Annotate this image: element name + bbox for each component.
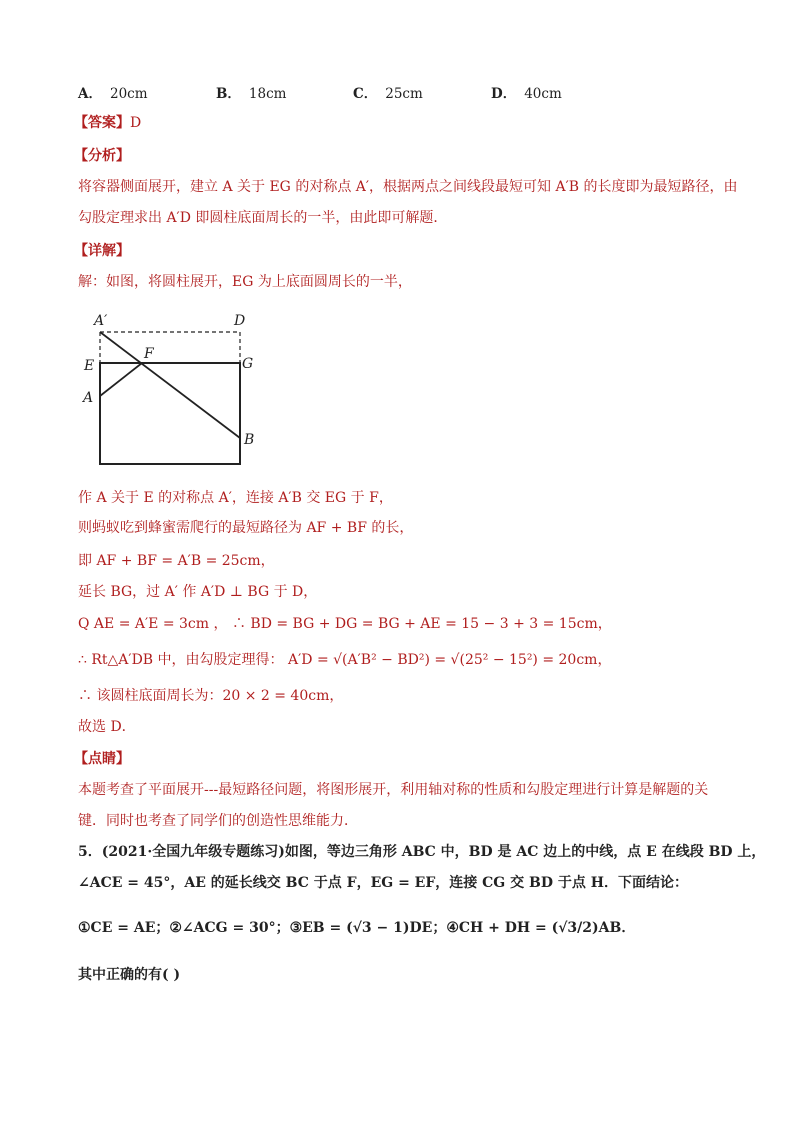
label-g: G — [242, 356, 254, 372]
choice-c-letter: C． — [353, 86, 378, 102]
segment-a-f — [100, 363, 142, 396]
detail-line-8: 故选 D． — [78, 719, 136, 735]
choice-c-text: 25cm — [385, 86, 423, 102]
detail-line-5: Q AE = A′E = 3cm ， ∴ BD = BG + DG = BG + AE = 15 − 3 + 3 = 15cm， — [78, 616, 612, 632]
detail-line-7: ∴ 该圆柱底面周长为：20 × 2 = 40cm， — [78, 688, 344, 704]
review-line-1: 本题考查了平面展开---最短路径问题，将图形展开，利用轴对称的性质和勾股定理进行计算是解题的关 — [78, 782, 709, 798]
label-e: E — [84, 358, 95, 374]
analysis-label: 【分析】 — [74, 148, 130, 164]
question5-line-2: ∠ACE = 45°，AE 的延长线交 BC 于点 F，EG = EF，连接 CG 交 BD 于点 H．下面结论： — [78, 875, 688, 891]
label-a-prime: A′ — [94, 313, 108, 329]
choice-b-text: 18cm — [248, 86, 287, 102]
label-d: D — [234, 313, 246, 329]
detail-line-1: 作 A 关于 E 的对称点 A′，连接 A′B 交 EG 于 F， — [78, 490, 393, 506]
choice-d-text: 40cm — [524, 86, 562, 102]
rectangle — [100, 363, 240, 464]
detail-line-4: 延长 BG，过 A′ 作 A′D ⊥ BG 于 D， — [78, 584, 318, 600]
answer-row — [74, 113, 141, 133]
detail-line-3: 即 AF + BF = A′B = 25cm， — [78, 553, 275, 569]
segment-a-prime-b — [100, 332, 240, 438]
review-line-2: 键．同时也考查了同学们的创造性思维能力． — [78, 813, 358, 829]
answer-label: 【答案】 — [74, 115, 130, 131]
question5-line-4: 其中正确的有( ) — [78, 967, 181, 983]
detail-line-2: 则蚂蚁吃到蜂蜜需爬行的最短路径为 AF + BF 的长， — [78, 520, 414, 536]
detail-label: 【详解】 — [74, 243, 130, 259]
label-a: A — [83, 390, 94, 406]
choice-d-letter: D． — [491, 86, 517, 102]
detail-intro: 解：如图，将圆柱展开，EG 为上底面圆周长的一半， — [78, 274, 412, 290]
choice-a — [78, 82, 148, 102]
review-label: 【点睛】 — [74, 751, 130, 767]
analysis-line-2: 勾股定理求出 A′D 即圆柱底面周长的一半，由此即可解题． — [78, 210, 448, 226]
detail-line-6: ∴ Rt△A′DB 中，由勾股定理得： A′D = √(A′B² − BD²) = √(25² − 15²) = 20cm， — [78, 652, 612, 668]
choice-b — [216, 82, 286, 102]
unfolded-cylinder-figure — [78, 306, 268, 476]
choice-a-text: 20cm — [109, 86, 148, 102]
question5-line-3: ①CE = AE；②∠ACG = 30°；③EB = (√3 − 1)DE；④CH + DH = (√3/2)AB． — [78, 920, 636, 936]
label-b: B — [244, 432, 255, 448]
analysis-line-1: 将容器侧面展开，建立 A 关于 EG 的对称点 A′，根据两点之间线段最短可知 A′B 的长度即为最短路径，由 — [78, 179, 738, 195]
answer-value: D — [130, 115, 142, 131]
choice-d — [491, 82, 562, 102]
choice-a-letter: A． — [78, 86, 102, 102]
label-f: F — [144, 346, 154, 362]
choice-c — [353, 82, 423, 102]
question5-line-1: 5．(2021·全国九年级专题练习)如图，等边三角形 ABC 中，BD 是 AC 边上的中线，点 E 在线段 BD 上， — [78, 844, 766, 860]
choice-b-letter: B． — [216, 86, 241, 102]
